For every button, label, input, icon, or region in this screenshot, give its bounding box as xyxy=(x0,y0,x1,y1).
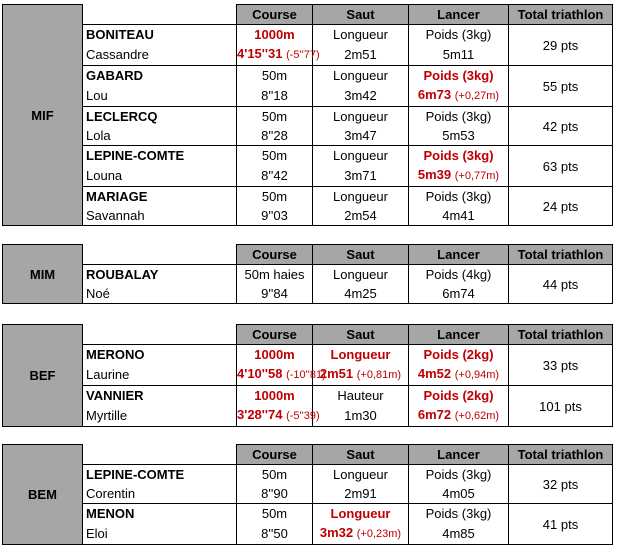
athlete-last-name: ROUBALAY xyxy=(83,265,237,285)
lancer-event-label: Poids (2kg) xyxy=(423,347,494,362)
athlete-row-top xyxy=(3,345,613,365)
saut-event xyxy=(313,345,409,365)
lancer-performance xyxy=(409,523,509,545)
course-performance-value: 8''42 xyxy=(261,168,288,183)
lancer-event xyxy=(409,265,509,285)
saut-event xyxy=(313,107,409,127)
lancer-performance-value: 5m11 xyxy=(442,47,475,62)
saut-event-label: Longueur xyxy=(333,148,388,163)
course-performance-value: 8''50 xyxy=(261,526,288,541)
athlete-row-top xyxy=(3,265,613,285)
athlete-last-name: GABARD xyxy=(83,66,237,86)
lancer-event-label: Poids (2kg) xyxy=(423,388,494,403)
lancer-performance-value: 4m41 xyxy=(442,208,475,223)
header-total: Total triathlon xyxy=(509,5,613,25)
saut-performance xyxy=(313,523,409,545)
lancer-performance xyxy=(409,85,509,107)
course-performance xyxy=(237,484,313,504)
saut-performance-value: 4m25 xyxy=(344,286,377,301)
saut-performance-value: 3m42 xyxy=(344,88,377,103)
saut-event xyxy=(313,66,409,86)
empty-header-cell xyxy=(83,445,237,465)
saut-performance-value: 2m51 xyxy=(344,47,377,62)
course-event-label: 50m haies xyxy=(244,267,305,282)
course-event xyxy=(237,504,313,524)
athlete-last-name: MENON xyxy=(83,504,237,524)
total-points: 44 pts xyxy=(509,265,613,304)
total-points: 41 pts xyxy=(509,504,613,545)
lancer-event xyxy=(409,107,509,127)
saut-record-gap: (+0,23m) xyxy=(356,528,402,540)
lancer-performance xyxy=(409,284,509,304)
athlete-first-name: Myrtille xyxy=(83,405,237,427)
course-performance xyxy=(237,126,313,146)
course-event xyxy=(237,146,313,166)
course-event-label: 1000m xyxy=(254,388,295,403)
saut-event-label: Longueur xyxy=(333,189,388,204)
lancer-record-gap: (+0,27m) xyxy=(454,90,500,102)
course-event xyxy=(237,66,313,86)
lancer-performance xyxy=(409,44,509,66)
athlete-row-top xyxy=(3,465,613,485)
course-performance-value: 4'10''58 xyxy=(237,366,283,381)
saut-record-gap: (+0,81m) xyxy=(356,369,402,381)
lancer-performance xyxy=(409,484,509,504)
course-event xyxy=(237,345,313,365)
lancer-performance-value: 6m73 xyxy=(417,87,452,102)
lancer-event xyxy=(409,345,509,365)
lancer-performance xyxy=(409,405,509,427)
course-performance-value: 8''28 xyxy=(261,128,288,143)
lancer-event-label: Poids (3kg) xyxy=(423,68,494,83)
header-lancer: Lancer xyxy=(409,5,509,25)
total-points: 101 pts xyxy=(509,386,613,427)
lancer-performance xyxy=(409,165,509,187)
course-performance xyxy=(237,165,313,187)
athlete-last-name: BONITEAU xyxy=(83,25,237,45)
header-course: Course xyxy=(237,445,313,465)
header-lancer: Lancer xyxy=(409,325,509,345)
total-points: 32 pts xyxy=(509,465,613,504)
category-cell: MIF xyxy=(3,5,83,226)
lancer-performance-value: 6m72 xyxy=(417,407,452,422)
results-table-bef xyxy=(2,324,613,427)
header-course: Course xyxy=(237,5,313,25)
saut-event-label: Longueur xyxy=(333,467,388,482)
athlete-last-name: MARIAGE xyxy=(83,187,237,207)
athlete-row-top xyxy=(3,66,613,86)
empty-header-cell xyxy=(83,245,237,265)
saut-performance xyxy=(313,206,409,226)
header-saut: Saut xyxy=(313,325,409,345)
course-performance xyxy=(237,284,313,304)
course-performance-value: 8''90 xyxy=(261,486,288,501)
lancer-record-gap: (+0,77m) xyxy=(454,170,500,182)
saut-performance-value: 3m71 xyxy=(344,168,377,183)
saut-event-label: Longueur xyxy=(333,109,388,124)
saut-performance-value: 3m47 xyxy=(344,128,377,143)
saut-event xyxy=(313,504,409,524)
lancer-event-label: Poids (3kg) xyxy=(425,467,492,482)
athlete-first-name: Cassandre xyxy=(83,44,237,66)
course-performance xyxy=(237,206,313,226)
saut-event-label: Longueur xyxy=(333,27,388,42)
saut-performance-value: 2m91 xyxy=(344,486,377,501)
saut-event xyxy=(313,386,409,406)
empty-header-cell xyxy=(83,5,237,25)
saut-performance xyxy=(313,165,409,187)
lancer-event xyxy=(409,386,509,406)
lancer-performance xyxy=(409,364,509,386)
athlete-first-name: Eloi xyxy=(83,523,237,545)
course-performance xyxy=(237,85,313,107)
lancer-event xyxy=(409,25,509,45)
category-cell: BEM xyxy=(3,445,83,545)
header-course: Course xyxy=(237,325,313,345)
saut-event-label: Longueur xyxy=(333,68,388,83)
course-event xyxy=(237,25,313,45)
header-saut: Saut xyxy=(313,445,409,465)
lancer-performance-value: 5m53 xyxy=(442,128,475,143)
total-points: 63 pts xyxy=(509,146,613,187)
saut-performance xyxy=(313,484,409,504)
course-performance-value: 9''03 xyxy=(261,208,288,223)
course-event-label: 50m xyxy=(261,467,288,482)
lancer-event xyxy=(409,187,509,207)
lancer-event xyxy=(409,504,509,524)
athlete-first-name: Lou xyxy=(83,85,237,107)
course-performance xyxy=(237,523,313,545)
total-points: 33 pts xyxy=(509,345,613,386)
header-total: Total triathlon xyxy=(509,445,613,465)
lancer-performance-value: 4m05 xyxy=(442,486,475,501)
total-points: 55 pts xyxy=(509,66,613,107)
course-event xyxy=(237,107,313,127)
lancer-event-label: Poids (3kg) xyxy=(425,109,492,124)
header-course: Course xyxy=(237,245,313,265)
saut-performance xyxy=(313,126,409,146)
lancer-event-label: Poids (3kg) xyxy=(425,506,492,521)
lancer-record-gap: (+0,94m) xyxy=(454,369,500,381)
saut-event-label: Longueur xyxy=(330,506,391,521)
course-performance-value: 3'28''74 xyxy=(237,407,283,422)
header-row xyxy=(3,5,613,25)
total-points: 29 pts xyxy=(509,25,613,66)
saut-event xyxy=(313,465,409,485)
saut-performance-value: 3m32 xyxy=(319,525,354,540)
course-performance xyxy=(237,364,326,386)
athlete-row-top xyxy=(3,107,613,127)
total-points: 24 pts xyxy=(509,187,613,226)
athlete-row-top xyxy=(3,187,613,207)
athlete-first-name: Savannah xyxy=(83,206,237,226)
saut-event-label: Longueur xyxy=(330,347,391,362)
saut-performance xyxy=(313,364,409,386)
athlete-first-name: Corentin xyxy=(83,484,237,504)
header-row xyxy=(3,325,613,345)
saut-performance-value: 2m51 xyxy=(319,366,354,381)
empty-header-cell xyxy=(83,325,237,345)
course-event-label: 50m xyxy=(261,148,288,163)
category-cell: MIM xyxy=(3,245,83,304)
lancer-performance xyxy=(409,126,509,146)
course-event xyxy=(237,386,313,406)
lancer-event xyxy=(409,465,509,485)
course-event xyxy=(237,465,313,485)
header-saut: Saut xyxy=(313,245,409,265)
course-performance-value: 8''18 xyxy=(261,88,288,103)
course-event-label: 50m xyxy=(261,189,288,204)
athlete-last-name: VANNIER xyxy=(83,386,237,406)
course-event-label: 50m xyxy=(261,68,288,83)
athlete-last-name: MERONO xyxy=(83,345,237,365)
saut-event xyxy=(313,146,409,166)
lancer-performance-value: 5m39 xyxy=(417,167,452,182)
saut-event xyxy=(313,25,409,45)
saut-performance-value: 2m54 xyxy=(344,208,377,223)
course-event-label: 50m xyxy=(261,506,288,521)
total-points: 42 pts xyxy=(509,107,613,146)
lancer-event-label: Poids (3kg) xyxy=(425,189,492,204)
course-event-label: 1000m xyxy=(254,27,295,42)
course-event xyxy=(237,265,313,285)
header-total: Total triathlon xyxy=(509,245,613,265)
lancer-event xyxy=(409,66,509,86)
lancer-performance xyxy=(409,206,509,226)
saut-event xyxy=(313,265,409,285)
course-performance-value: 9''84 xyxy=(261,286,288,301)
athlete-last-name: LEPINE-COMTE xyxy=(83,465,237,485)
course-performance xyxy=(237,44,320,66)
course-event-label: 1000m xyxy=(254,347,295,362)
course-record-gap: (-10''81) xyxy=(286,369,326,381)
course-event xyxy=(237,187,313,207)
lancer-record-gap: (+0,62m) xyxy=(454,410,500,422)
saut-performance xyxy=(313,284,409,304)
header-saut: Saut xyxy=(313,5,409,25)
saut-performance xyxy=(313,44,409,66)
course-record-gap: (-5''39) xyxy=(286,410,320,422)
header-row xyxy=(3,445,613,465)
athlete-first-name: Laurine xyxy=(83,364,237,386)
saut-event-label: Longueur xyxy=(333,267,388,282)
athlete-last-name: LECLERCQ xyxy=(83,107,237,127)
header-lancer: Lancer xyxy=(409,445,509,465)
lancer-event-label: Poids (3kg) xyxy=(423,148,494,163)
athlete-last-name: LEPINE-COMTE xyxy=(83,146,237,166)
header-lancer: Lancer xyxy=(409,245,509,265)
course-performance xyxy=(237,405,320,427)
header-row xyxy=(3,245,613,265)
athlete-row-top xyxy=(3,146,613,166)
athlete-row-top xyxy=(3,386,613,406)
lancer-event-label: Poids (3kg) xyxy=(425,27,492,42)
lancer-performance-value: 4m85 xyxy=(442,526,475,541)
lancer-performance-value: 6m74 xyxy=(442,286,475,301)
course-event-label: 50m xyxy=(261,109,288,124)
athlete-first-name: Lola xyxy=(83,126,237,146)
results-table-mif xyxy=(2,4,613,226)
course-performance-value: 4'15''31 xyxy=(237,46,283,61)
saut-performance-value: 1m30 xyxy=(344,408,377,423)
header-total: Total triathlon xyxy=(509,325,613,345)
lancer-event xyxy=(409,146,509,166)
athlete-row-top xyxy=(3,25,613,45)
athlete-first-name: Noé xyxy=(83,284,237,304)
athlete-row-top xyxy=(3,504,613,524)
saut-performance xyxy=(313,405,409,427)
athlete-first-name: Louna xyxy=(83,165,237,187)
saut-event-label: Hauteur xyxy=(337,388,384,403)
results-table-mim xyxy=(2,244,613,304)
category-cell: BEF xyxy=(3,325,83,427)
lancer-performance-value: 4m52 xyxy=(417,366,452,381)
saut-event xyxy=(313,187,409,207)
course-record-gap: (-5''77) xyxy=(286,49,320,61)
lancer-event-label: Poids (4kg) xyxy=(425,267,492,282)
saut-performance xyxy=(313,85,409,107)
results-table-bem xyxy=(2,444,613,545)
